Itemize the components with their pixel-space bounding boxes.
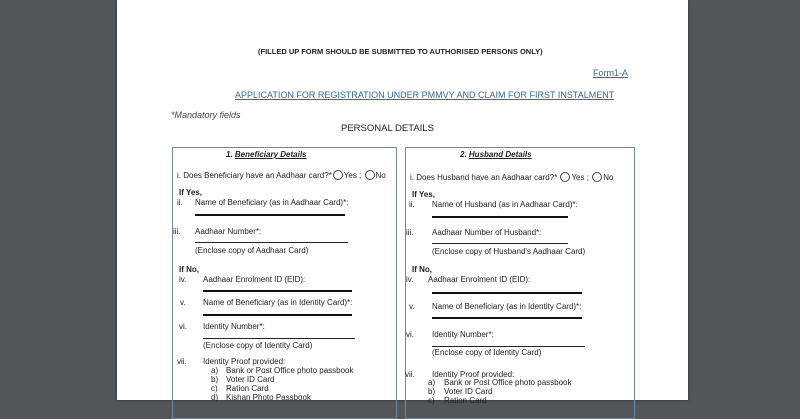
item-number: ii. (177, 198, 183, 207)
eid-label: Aadhaar Enrolment ID (EID): (428, 275, 531, 284)
proof-option-letter: a) (211, 366, 219, 375)
enclose-note: (Enclose copy of Identity Card) (203, 341, 313, 350)
identity-name-field[interactable] (203, 314, 352, 316)
section-title: PERSONAL DETAILS (341, 123, 434, 134)
enclose-note: (Enclose copy of Husband's Aadhaar Card) (432, 247, 586, 256)
proof-option-letter: a) (428, 378, 436, 387)
proof-option-letter: c) (428, 396, 435, 405)
proof-option: Bank or Post Office photo passbook (226, 366, 354, 375)
item-number: ii. (409, 200, 415, 209)
if-yes-label: If Yes, (412, 190, 435, 199)
identity-number-label: Identity Number*: (432, 330, 494, 339)
aadhaar-number-field[interactable] (195, 242, 348, 243)
no-radio[interactable] (365, 170, 375, 180)
item-number: v. (180, 298, 186, 307)
proof-option: Ration Card (226, 384, 269, 393)
husband-name-field[interactable] (432, 216, 568, 218)
aadhaar-number-label: Aadhaar Number*: (195, 227, 262, 236)
identity-proof-label: Identity Proof provided: (432, 370, 515, 379)
husband-aadhaar-field[interactable] (432, 243, 568, 244)
identity-name-field[interactable] (432, 317, 582, 319)
identity-proof-label: Identity Proof provided: (203, 357, 286, 366)
proof-option: Bank or Post Office photo passbook (444, 378, 572, 387)
yes-radio[interactable] (333, 170, 343, 180)
beneficiary-name-label: Name of Beneficiary (as in Aadhaar Card)*: (195, 198, 349, 207)
enclose-note: (Enclose copy of Aadhaar Card) (195, 246, 309, 255)
item-number: iv. (179, 275, 187, 284)
item-number: iii. (173, 227, 181, 236)
beneficiary-heading: 1. Beneficiary Details (226, 150, 307, 159)
item-number: iii. (406, 228, 414, 237)
husband-aadhaar-question: i. Does Husband have an Aadhaar card?* Yes ; No (410, 173, 614, 182)
proof-option-letter: b) (428, 387, 436, 396)
if-yes-label: If Yes, (179, 188, 202, 197)
item-number: iv. (406, 275, 414, 284)
identity-number-field[interactable] (432, 346, 585, 347)
husband-aadhaar-label: Aadhaar Number of Husband*: (432, 228, 542, 237)
identity-name-label: Name of Beneficiary (as in Identity Card)*: (432, 302, 582, 311)
item-number: vii. (405, 370, 415, 379)
husband-name-label: Name of Husband (as in Aadhaar Card)*: (432, 200, 578, 209)
enclose-note: (Enclose copy of Identity Card) (432, 348, 542, 357)
yes-radio[interactable] (560, 172, 570, 182)
husband-heading: 2. Husband Details (460, 150, 532, 159)
proof-option: Voter ID Card (444, 387, 493, 396)
item-number: vi. (406, 330, 414, 339)
form-id-link[interactable]: Form1-A (593, 68, 629, 78)
beneficiary-aadhaar-question: i. Does Beneficiary have an Aadhaar card?* Yes ; No (177, 171, 386, 180)
if-no-label: If No, (179, 265, 199, 274)
proof-option-letter: b) (211, 375, 219, 384)
eid-field[interactable] (432, 292, 582, 294)
proof-option: Kishan Photo Passbook (226, 393, 311, 402)
no-radio[interactable] (592, 172, 602, 182)
identity-number-label: Identity Number*: (203, 322, 265, 331)
eid-label: Aadhaar Enrolment ID (EID): (203, 275, 306, 284)
proof-option-letter: c) (211, 384, 218, 393)
mandatory-note: *Mandatory fields (171, 110, 241, 120)
if-no-label: If No, (412, 265, 432, 274)
proof-option-letter: d) (211, 393, 219, 402)
item-number: vii. (177, 357, 187, 366)
identity-name-label: Name of Beneficiary (as in Identity Card)*: (203, 298, 353, 307)
beneficiary-name-field[interactable] (195, 214, 345, 216)
form-title: APPLICATION FOR REGISTRATION UNDER PMMVY AND CLAIM FOR FIRST INSTALMENT (235, 90, 615, 100)
proof-option: Voter ID Card (226, 375, 275, 384)
eid-field[interactable] (203, 290, 352, 292)
identity-number-field[interactable] (203, 338, 355, 339)
proof-option: Ration Card (444, 396, 487, 405)
submission-notice: (FILLED UP FORM SHOULD BE SUBMITTED TO AUTHORISED PERSONS ONLY) (258, 47, 543, 56)
item-number: v. (409, 302, 415, 311)
item-number: vi. (179, 322, 187, 331)
